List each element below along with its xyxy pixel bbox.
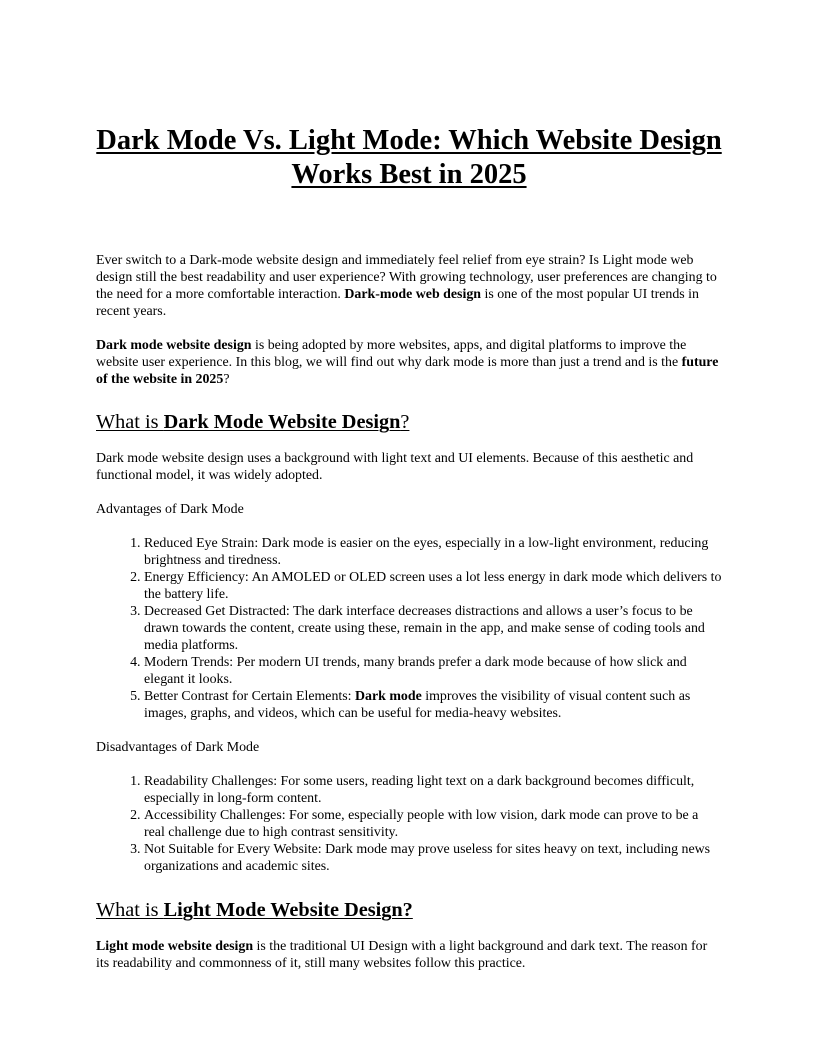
list-item-text: improves the visibility of visual content such as images, graphs, and videos, which can be useful for media-heavy websites. (144, 689, 691, 721)
list-item: 3. Not Suitable for Every Website: Dark mode may prove useless for sites heavy on text, including news organizations and academic sites. (144, 841, 722, 875)
advantages-label: Advantages of Dark Mode (96, 502, 244, 517)
heading-bold: Light Mode Website Design? (163, 899, 413, 921)
intro-text: is being adopted by more websites, apps, and digital platforms to improve the website user experience. In this blog, we will find out why dark mode is more than just a trend and is the (96, 338, 687, 370)
intro-bold-term: Dark mode website design (96, 338, 252, 353)
list-item: 3. Decreased Get Distracted: The dark interface decreases distractions and allows a user’s focus to be drawn towards the content, create using these, remain in the app, and make sense of coding tools and media platforms. (144, 603, 722, 654)
list-item: 2. Accessibility Challenges: For some, especially people with low vision, dark mode can prove to be a real challenge due to high contrast sensitivity. (144, 807, 722, 841)
light-text: is the traditional UI Design with a light background and dark text. The reason for its readability and commonness of it, still many websites follow this practice. (96, 939, 708, 971)
document-page (96, 124, 722, 972)
intro-text: is one of the most popular UI trends in recent years. (96, 287, 699, 319)
intro-bold-term: future of the website in 2025 (96, 355, 719, 387)
heading-prefix: What is (96, 411, 164, 433)
dark-mode-heading (96, 410, 722, 434)
intro-text: Ever switch to a Dark-mode website design and immediately feel relief from eye strain? Is Light mode web design still the best readability and user experience? With growing technology, user preferences are changing to the need for a more comfortable interaction. (96, 253, 717, 302)
list-item-text: Better Contrast for Certain Elements: (144, 689, 356, 704)
document-title: Dark Mode Vs. Light Mode: Which Website Design Works Best in 2025 (96, 125, 722, 190)
dark-mode-description: Dark mode website design uses a background with light text and UI elements. Because of this aesthetic and functional model, it was widely adopted. (96, 451, 694, 483)
list-item (144, 688, 722, 722)
intro-text: ? (223, 372, 230, 387)
intro-paragraph-1 (96, 252, 722, 320)
list-item: 1. Reduced Eye Strain: Dark mode is easier on the eyes, especially in a low-light environment, reducing brightness and tiredness. (144, 535, 722, 569)
advantages-list (96, 535, 722, 722)
light-mode-paragraph (96, 938, 722, 972)
list-item: 2. Energy Efficiency: An AMOLED or OLED screen uses a lot less energy in dark mode which delivers to the battery life. (144, 569, 722, 603)
list-item-bold: Dark mode (355, 689, 422, 704)
light-bold-term: Light mode website design (96, 939, 254, 954)
light-mode-heading (96, 898, 722, 922)
list-item: 4. Modern Trends: Per modern UI trends, many brands prefer a dark mode because of how slick and elegant it looks. (144, 654, 722, 688)
heading-prefix: What is (96, 899, 164, 921)
heading-bold: Dark Mode Website Design (163, 411, 401, 433)
disadvantages-label: Disadvantages of Dark Mode (96, 740, 260, 755)
intro-paragraph-2 (96, 337, 722, 388)
disadvantages-list (96, 773, 722, 875)
heading-suffix: ? (400, 411, 410, 433)
list-item: 1. Readability Challenges: For some users, reading light text on a dark background becomes difficult, especially in long-form content. (144, 773, 722, 807)
intro-bold-term: Dark-mode web design (344, 287, 481, 302)
